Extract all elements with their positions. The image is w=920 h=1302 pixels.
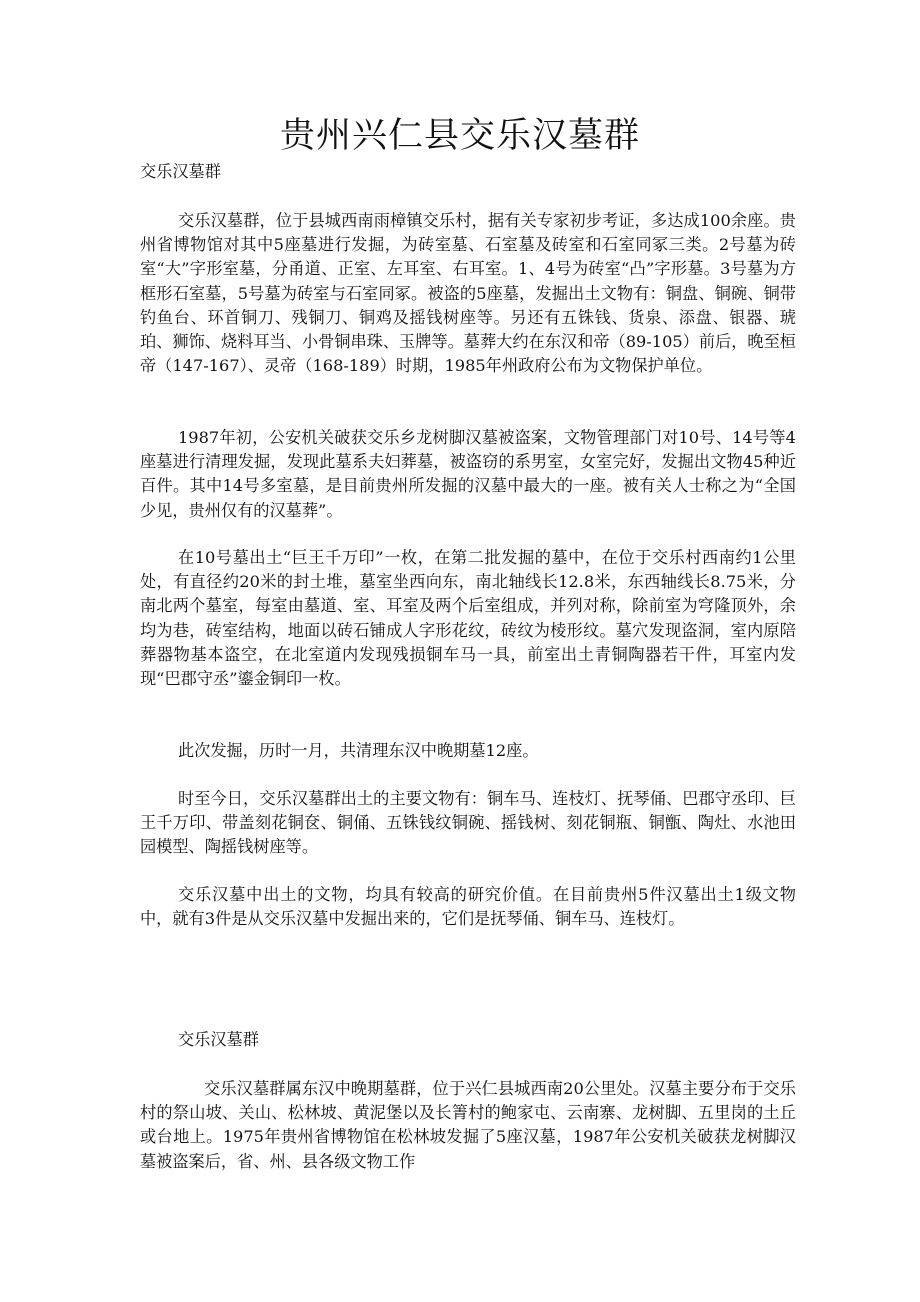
paragraph-5: 时至今日，交乐汉墓群出土的主要文物有：铜车马、连枝灯、抚琴俑、巴郡守丞印、巨王千万印、带盖刻花铜奁、铜俑、五铢钱纹铜碗、摇钱树、刻花铜瓶、铜甑、陶灶、水池田园模型、陶摇钱树座等。: [140, 789, 796, 857]
paragraph-1: 交乐汉墓群，位于县城西南雨樟镇交乐村，据有关专家初步考证，多达成100余座。贵州省博物馆对其中5座墓进行发掘，为砖室墓、石室墓及砖室和石室同冢三类。2号墓为砖室“大”字形室墓，分甬道、正室、左耳室、右耳室。1、4号为砖室“凸”字形墓。3号墓为方框形石室墓，5号墓为砖室与石室同冢。被盗的5座墓，发掘出土文物有：铜盘、铜碗、铜带钓鱼台、环首铜刀、残铜刀、铜鸡及摇钱树座等。另还有五铢钱、货泉、添盘、银器、琥珀、狮饰、烧料耳当、小骨铜串珠、玉牌等。墓葬大约在东汉和帝（89-105）前后，晚至桓帝（147-167）、灵帝（168-189）时期，1985年州政府公布为文物保护单位。: [140, 211, 796, 376]
paragraph-7: 交乐汉墓群属东汉中晚期墓群，位于兴仁县城西南20公里处。汉墓主要分布于交乐村的祭山坡、关山、松林坡、黄泥堡以及长箐村的鲍家屯、云南寨、龙树脚、五里岗的土丘或台地上。1975年贵州省博物馆在松林坡发掘了5座汉墓，1987年公安机关破获龙树脚汉墓被盗案后，省、州、县各级文物工作: [140, 1079, 796, 1171]
paragraph-4: 此次发掘，历时一月，共清理东汉中晚期墓12座。: [178, 741, 539, 760]
document-title: 贵州兴仁县交乐汉墓群: [279, 116, 640, 156]
section-heading-2: 交乐汉墓群: [178, 1030, 259, 1049]
paragraph-6: 交乐汉墓中出土的文物，均具有较高的研究价值。在目前贵州5件汉墓出土1级文物中，就有3件是从交乐汉墓中发掘出来的，它们是抚琴俑、铜车马、连枝灯。: [140, 885, 796, 929]
paragraph-2: 1987年初，公安机关破获交乐乡龙树脚汉墓被盗案，文物管理部门对10号、14号等4座墓进行清理发掘，发现此墓系夫妇葬墓，被盗窃的系男室，女室完好，发掘出文物45种近百件。其中14号多室墓，是目前贵州所发掘的汉墓中最大的一座。被有关人士称之为“全国少见，贵州仅有的汉墓葬”。: [140, 428, 796, 520]
section-heading: 交乐汉墓群: [140, 162, 221, 181]
paragraph-3: 在10号墓出土“巨王千万印”一枚，在第二批发掘的墓中，在位于交乐村西南约1公里处，有直径约20米的封土堆，墓室坐西向东，南北轴线长12.8米，东西轴线长8.75米，分南北两个墓室，每室由墓道、室、耳室及两个后室组成，并列对称，除前室为穹隆顶外，余均为巷，砖室结构，地面以砖石铺成人字形花纹，砖纹为棱形纹。墓穴发现盗洞，室内原陪葬器物基本盗空，在北室道内发现残损铜车马一具，前室出土青铜陶器若干件，耳室内发现“巴郡守丞”鎏金铜印一枚。: [140, 548, 796, 689]
